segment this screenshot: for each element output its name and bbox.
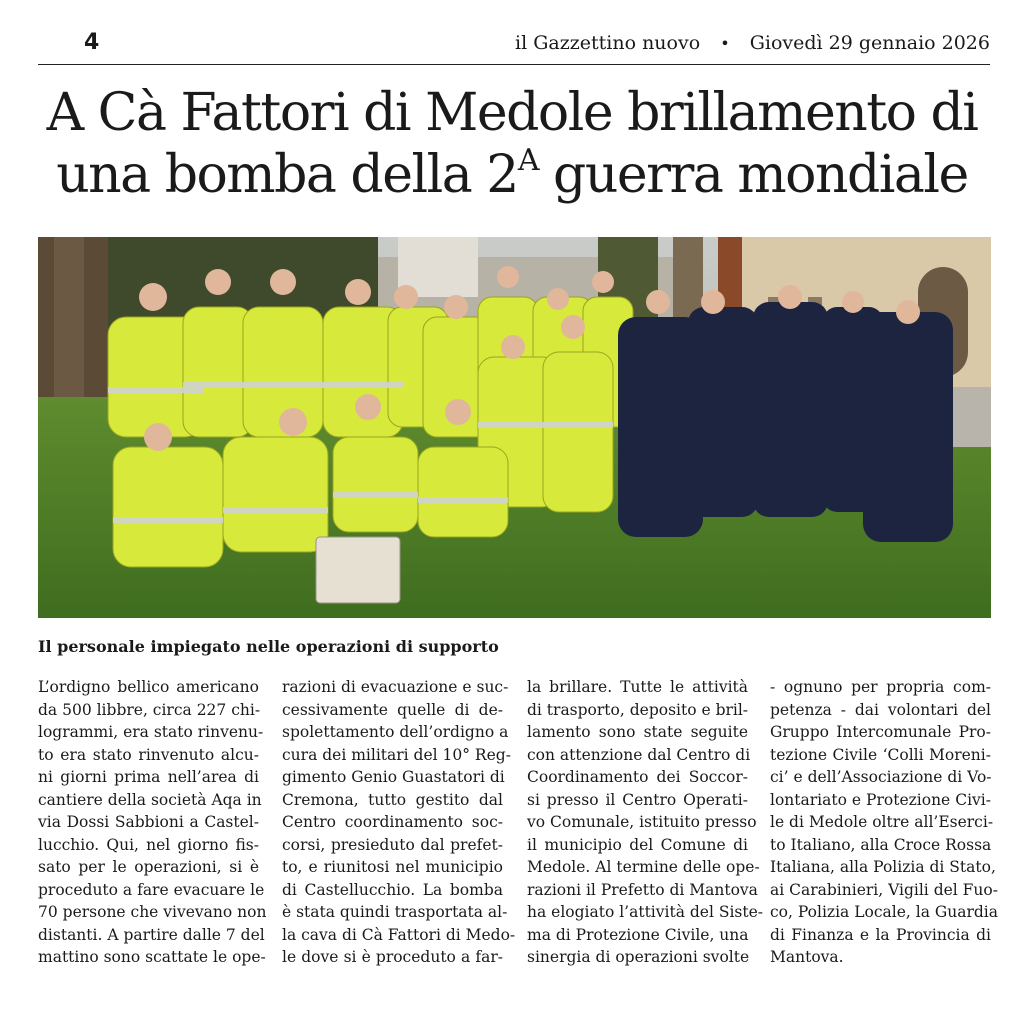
article-line: Cremona, tutto gestito dal	[282, 790, 503, 809]
header-rule	[38, 64, 990, 65]
publication-name: il Gazzettino nuovo	[515, 32, 701, 54]
article-line: to Italiano, alla Croce Rossa	[770, 835, 992, 854]
article-line: Italiana, alla Polizia di Stato,	[770, 858, 996, 876]
page-header	[38, 30, 990, 62]
article-line: ni giorni prima nell’area di	[38, 768, 259, 786]
article-column-1	[38, 676, 267, 969]
article-line: lamento sono state seguite	[527, 723, 748, 741]
article-line: ha elogiato l’attività del Siste-	[527, 903, 764, 921]
article-line: lontariato e Protezione Civi-	[770, 790, 991, 809]
article-line: di Finanza e la Provincia di	[770, 925, 991, 944]
article-line: proceduto a fare evacuare le	[38, 880, 265, 899]
article-line: di trasporto, deposito e bril-	[527, 700, 749, 719]
article-line: le dove si è proceduto a far-	[282, 948, 503, 966]
group-photo-image	[38, 237, 991, 618]
article-headline	[20, 82, 1004, 206]
article-line: to era stato rinvenuto alcu-	[38, 745, 259, 764]
article-line: razioni di evacuazione e suc-	[282, 678, 509, 696]
article-line: le di Medole oltre all’Eserci-	[770, 813, 994, 831]
article-line: di Castellucchio. La bomba	[282, 880, 503, 899]
article-line: la brillare. Tutte le attività	[527, 678, 748, 696]
headline-line-1: A Cà Fattori di Medole brillamento di	[46, 83, 978, 143]
article-line: è stata quindi trasportata al-	[282, 903, 508, 921]
article-line: ci’ e dell’Associazione di Vo-	[770, 768, 992, 786]
headline-line-2-end: guerra mondiale	[538, 145, 968, 205]
article-line: lucchio. Qui, nel giorno fis-	[38, 835, 259, 854]
headline-superscript: A	[517, 143, 539, 178]
article-line: Mantova.	[770, 948, 844, 966]
article-line: sato per le operazioni, si è	[38, 858, 259, 876]
article-line: via Dossi Sabbioni a Castel-	[38, 813, 259, 831]
article-line: razioni il Prefetto di Mantova	[527, 880, 758, 899]
headline-line-2-start: una bomba della 2	[56, 145, 518, 205]
article-line: il municipio del Comune di	[527, 835, 748, 854]
article-line: cantiere della società Aqa in	[38, 790, 262, 809]
article-line: co, Polizia Locale, la Guardia	[770, 903, 998, 921]
article-line: Medole. Al termine delle ope-	[527, 858, 760, 876]
article-line: ai Carabinieri, Vigili del Fuo-	[770, 880, 998, 899]
article-line: la cava di Cà Fattori di Medo-	[282, 925, 516, 944]
masthead	[515, 32, 990, 54]
article-line: gimento Genio Guastatori di	[282, 768, 505, 786]
article-column-4	[770, 676, 998, 969]
article-line: sinergia di operazioni svolte	[527, 948, 750, 966]
article-line: distanti. A partire dalle 7 del	[38, 925, 265, 944]
article-line: - ognuno per propria com-	[770, 678, 991, 696]
article-line: logrammi, era stato rinvenu-	[38, 723, 264, 741]
headline-line-2	[20, 144, 1004, 206]
article-line: Coordinamento dei Soccor-	[527, 768, 748, 786]
article-line: Gruppo Intercomunale Pro-	[770, 723, 991, 741]
article-line: corsi, presieduto dal prefet-	[282, 835, 503, 854]
photo-caption: Il personale impiegato nelle operazioni di supporto	[38, 637, 499, 656]
issue-date: Giovedì 29 gennaio 2026	[749, 32, 990, 54]
article-line: cessivamente quelle di de-	[282, 700, 503, 719]
article-line: Centro coordinamento soc-	[282, 813, 503, 831]
article-column-3	[527, 676, 764, 969]
article-line: ma di Protezione Civile, una	[527, 925, 749, 944]
article-line: da 500 libbre, circa 227 chi-	[38, 700, 261, 719]
page-number: 4	[84, 30, 100, 55]
article-line: petenza - dai volontari del	[770, 700, 991, 719]
separator-dot: •	[720, 34, 730, 53]
article-line: spolettamento dell’ordigno a	[282, 723, 509, 741]
article-line: mattino sono scattate le ope-	[38, 948, 266, 966]
article-line: to, e riunitosi nel municipio	[282, 858, 503, 876]
article-line: L’ordigno bellico americano	[38, 678, 259, 696]
article-line: tezione Civile ‘Colli Moreni-	[770, 745, 991, 764]
article-column-2	[282, 676, 516, 969]
article-line: vo Comunale, istituito presso	[527, 813, 757, 831]
article-line: con attenzione dal Centro di	[527, 745, 751, 764]
article-line: cura dei militari del 10° Reg-	[282, 745, 511, 764]
article-line: si presso il Centro Operati-	[527, 790, 748, 809]
article-line: 70 persone che vivevano non	[38, 903, 267, 921]
